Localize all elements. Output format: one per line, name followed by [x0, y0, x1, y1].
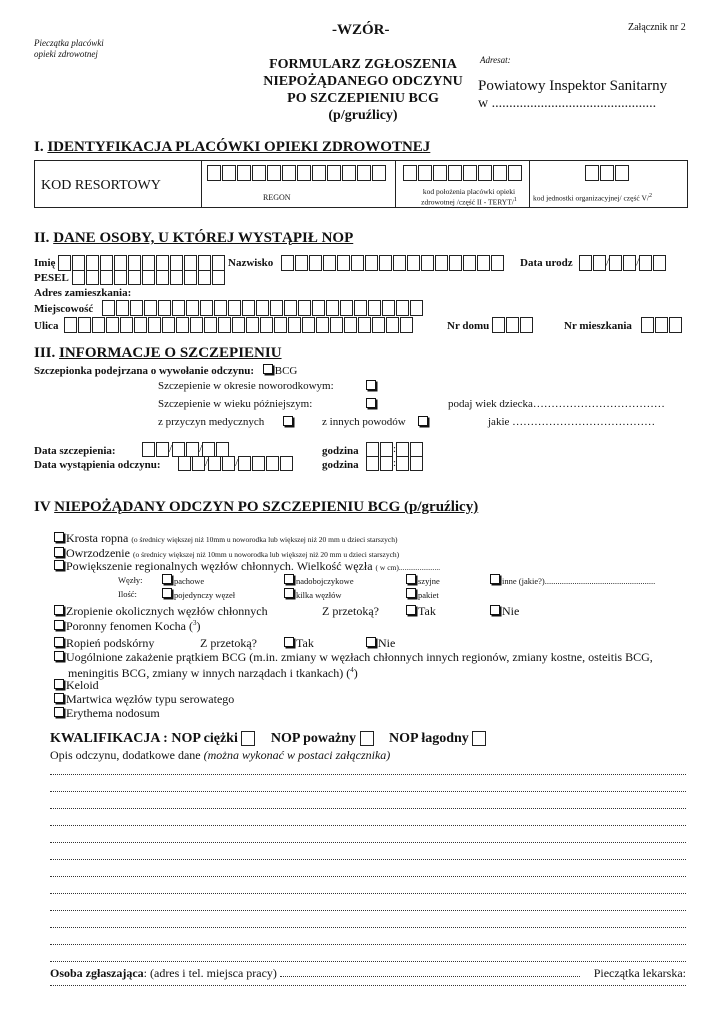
teryt-boxes[interactable]: [403, 165, 522, 181]
erythema-label: Erythema nodosum: [66, 706, 160, 720]
zropienie-tak-option[interactable]: [406, 604, 436, 619]
martwica-item[interactable]: [54, 692, 234, 707]
ropien-item[interactable]: [54, 636, 154, 651]
nr-domu-boxes[interactable]: [492, 317, 533, 333]
godzina-szczep-label: godzina: [322, 445, 359, 457]
owrzodzenie-checkbox[interactable]: [54, 547, 64, 557]
opis-line-1[interactable]: [50, 774, 686, 775]
wiek-field[interactable]: podaj wiek dziecka………………………………: [448, 398, 665, 410]
stamp-line-1: Pieczątka placówki: [34, 38, 104, 48]
pozniejszym-checkbox[interactable]: [366, 398, 376, 408]
pozniejszym-label: Szczepienie w wieku późniejszym:: [158, 398, 313, 410]
uogolnione-line-1: Uogólnione zakażenie prątkiem BCG (m.in. zmiany w węzłach chłonnych innych regionów, zmiany kostne, osteitis BCG,: [66, 650, 653, 664]
title-line-1: FORMULARZ ZGŁOSZENIA: [269, 57, 457, 72]
erythema-item[interactable]: [54, 706, 160, 721]
nadobojczykowe-label: nadobojczykowe: [296, 576, 354, 586]
nazwisko-label: Nazwisko: [228, 257, 274, 269]
annex-label: Załącznik nr 2: [628, 22, 686, 33]
section-2-heading: DANE OSOBY, U KTÓREJ WYSTĄPIŁ NOP: [53, 230, 354, 246]
opis-line-5[interactable]: [50, 842, 686, 843]
pachowe-checkbox[interactable]: [162, 574, 172, 584]
pachowe-label: pachowe: [174, 576, 205, 586]
opis-line-11[interactable]: [50, 944, 686, 945]
ropien-przetoka-label: Z przetoką?: [200, 636, 257, 650]
jednostka-label: [533, 193, 652, 203]
opis-label: [50, 748, 390, 763]
erythema-checkbox[interactable]: [54, 707, 64, 717]
section-3-title: [34, 345, 282, 362]
jednostka-footnote: 2: [648, 193, 652, 199]
section-2-title: [34, 230, 353, 247]
nop-lagodny-label: NOP łagodny: [389, 731, 469, 746]
medycznych-checkbox[interactable]: [283, 416, 293, 426]
pesel-label: PESEL: [34, 272, 69, 284]
pakiet-checkbox[interactable]: [406, 588, 416, 598]
godzina-wyst-label: godzina: [322, 459, 359, 471]
stamp-label: [34, 38, 104, 60]
owrzodzenie-label: Owrzodzenie: [66, 546, 130, 560]
uogolnione-checkbox[interactable]: [54, 651, 64, 661]
bcg-label: BCG: [274, 365, 298, 377]
uogolnione-line-2: meningitis BCG, zmiany w innych narządach i tkankach) (: [68, 666, 351, 680]
pesel-boxes[interactable]: [72, 270, 225, 285]
uogolnione-footnote: 4: [350, 666, 354, 674]
zropienie-tak-label: Tak: [418, 604, 436, 618]
stamp-line-2: opieki zdrowotnej: [34, 49, 98, 59]
data-urodz-label: Data urodz: [520, 257, 573, 269]
keloid-checkbox[interactable]: [54, 679, 64, 689]
zropienie-nie-checkbox[interactable]: [490, 605, 500, 615]
opis-line-7[interactable]: [50, 876, 686, 877]
teryt-line-1: kod położenia placówki opieki: [422, 187, 516, 196]
ropien-nie-checkbox[interactable]: [366, 637, 376, 647]
nadobojczykowe-option[interactable]: [284, 574, 354, 586]
title-line-3: PO SZCZEPIENIU BCG: [287, 91, 439, 106]
opis-line-6[interactable]: [50, 859, 686, 860]
wzor-label: -WZÓR-: [332, 22, 390, 38]
godzina-wyst-boxes[interactable]: :: [366, 456, 423, 471]
form-title: [250, 56, 476, 124]
osoba-line[interactable]: [50, 985, 686, 986]
section-2-number: II.: [34, 230, 50, 246]
section-3-heading: INFORMACJE O SZCZEPIENIU: [59, 345, 282, 361]
zropienie-nie-option[interactable]: [490, 604, 519, 619]
szczepionka-row: [34, 364, 297, 377]
krosta-label: Krosta ropna: [66, 531, 129, 545]
szyjne-option[interactable]: [406, 574, 440, 586]
opis-line-8[interactable]: [50, 893, 686, 894]
miejscowosc-boxes[interactable]: [102, 300, 423, 316]
section-4-title: [34, 499, 478, 516]
section-3-number: III.: [34, 345, 56, 361]
addressee-city-field[interactable]: w ...............................................: [478, 96, 657, 111]
jakie-field[interactable]: jakie …………………………………: [488, 416, 656, 428]
pachowe-option[interactable]: [162, 574, 204, 586]
nop-powazny-checkbox[interactable]: [360, 731, 374, 746]
krosta-item[interactable]: [54, 531, 398, 546]
pojedynczy-checkbox[interactable]: [162, 588, 172, 598]
wezly-label: Węzły:: [118, 575, 143, 585]
opis-line-9[interactable]: [50, 910, 686, 911]
ropien-tak-checkbox[interactable]: [284, 637, 294, 647]
owrzodzenie-note: (o średnicy większej niż 10mm u noworodka lub większej niż 20 mm u dzieci starszych): [132, 550, 400, 559]
osoba-label: Osoba zgłaszająca: [50, 966, 144, 980]
nr-mieszkania-label: Nr mieszkania: [564, 320, 632, 332]
zropienie-nie-label: Nie: [502, 604, 520, 618]
nop-lagodny-checkbox[interactable]: [472, 731, 486, 746]
kilka-checkbox[interactable]: [284, 588, 294, 598]
ropien-tak-option[interactable]: [284, 636, 314, 651]
section-4-heading: NIEPOŻĄDANY ODCZYN PO SZCZEPIENIU BCG (p/gruźlicy): [54, 499, 479, 515]
martwica-label: Martwica węzłów typu serowatego: [66, 692, 235, 706]
opis-line-12[interactable]: [50, 961, 686, 962]
section-1-number: I.: [34, 139, 44, 155]
koch-checkbox[interactable]: [54, 620, 64, 630]
nr-mieszkania-boxes[interactable]: [641, 317, 682, 333]
inne-option[interactable]: [490, 574, 655, 586]
innych-checkbox[interactable]: [418, 416, 428, 426]
bcg-checkbox[interactable]: [263, 364, 273, 374]
section-4-number: IV: [34, 499, 51, 515]
kilka-label: kilka węzłów: [296, 590, 342, 600]
pojedynczy-label: pojedynczy węzeł: [174, 590, 236, 600]
zropienie-przetoka-label: Z przetoką?: [322, 604, 379, 618]
pakiet-label: pakiet: [418, 590, 439, 600]
martwica-checkbox[interactable]: [54, 693, 64, 703]
zropienie-tak-checkbox[interactable]: [406, 605, 416, 615]
noworodkowym-checkbox[interactable]: [366, 380, 376, 390]
nazwisko-boxes[interactable]: [281, 255, 504, 271]
pojedynczy-option[interactable]: [162, 588, 235, 600]
nadobojczykowe-checkbox[interactable]: [284, 574, 294, 584]
section-1-heading: IDENTYFIKACJA PLACÓWKI OPIEKI ZDROWOTNEJ: [47, 139, 431, 155]
teryt-footnote: 1: [513, 197, 517, 203]
data-urodz-boxes[interactable]: / /: [579, 255, 666, 271]
regon-label: REGON: [263, 193, 291, 202]
powiekszenie-label: Powiększenie regionalnych węzłów chłonnych. Wielkość węzła: [66, 559, 373, 573]
pakiet-option[interactable]: [406, 588, 439, 600]
nop-ciezki-label: NOP ciężki: [171, 731, 238, 746]
ulica-boxes[interactable]: [64, 317, 413, 333]
osoba-row: [50, 966, 686, 981]
ilosc-label: Ilość:: [118, 589, 137, 599]
kwalifikacja-label: KWALIFIKACJA :: [50, 731, 168, 746]
godzina-szczep-boxes[interactable]: :: [366, 442, 423, 457]
koch-footnote: 3: [192, 619, 197, 627]
kod-divider-1: [201, 161, 202, 207]
regon-boxes[interactable]: [207, 165, 386, 181]
section-1-title: [34, 139, 430, 156]
krosta-note: (o średnicy większej niż 10mm u noworodka lub większej niż 20 mm u dzieci starszych): [131, 535, 398, 544]
inne-label: inne (jakie?)....................................................: [502, 576, 656, 586]
kod-resortowy-table: [34, 160, 688, 208]
opis-italic-note: (można wykonać w postaci załącznika): [203, 748, 391, 762]
ropien-nie-label: Nie: [378, 636, 396, 650]
adres-label: Adres zamieszkania:: [34, 287, 132, 299]
data-wyst-label: Data wystąpienia odczynu:: [34, 459, 161, 471]
zropienie-label: Zropienie okolicznych węzłów chłonnych: [66, 604, 268, 618]
nr-domu-label: Nr domu: [447, 320, 490, 332]
opis-line-4[interactable]: [50, 825, 686, 826]
ropien-checkbox[interactable]: [54, 637, 64, 647]
miejscowosc-label: Miejscowość: [34, 303, 94, 315]
imie-boxes[interactable]: [58, 255, 225, 271]
opis-line-3[interactable]: [50, 808, 686, 809]
koch-label: Poronny fenomen Kocha (: [66, 619, 193, 633]
ropien-label: Ropień podskórny: [66, 636, 155, 650]
wielkosc-field[interactable]: ( w cm)......................: [375, 563, 441, 572]
data-szczep-boxes[interactable]: / /: [142, 442, 229, 457]
addressee-name: Powiatowy Inspektor Sanitarny: [478, 78, 668, 94]
osoba-field[interactable]: [280, 976, 580, 977]
ropien-tak-label: Tak: [296, 636, 314, 650]
szyjne-label: szyjne: [418, 576, 440, 586]
zropienie-checkbox[interactable]: [54, 605, 64, 615]
keloid-item[interactable]: [54, 678, 99, 693]
inne-checkbox[interactable]: [490, 574, 500, 584]
powiekszenie-item[interactable]: [54, 559, 440, 574]
uogolnione-item[interactable]: Uogólnione zakażenie prątkiem BCG (m.in. zmiany w węzłach chłonnych innych regionów, zmiany kostne, osteitis BCG, meningitis BCG, zmiany w innych narządach i tkankach) ($^4$): [54, 651, 653, 680]
zropienie-item[interactable]: [54, 604, 268, 619]
keloid-label: Keloid: [66, 678, 99, 692]
osoba-rest: : (adres i tel. miejsca pracy): [143, 966, 277, 980]
teryt-line-2: zdrowotnej /część II - TERYT/: [421, 197, 514, 207]
innych-label: z innych powodów: [322, 416, 406, 428]
opis-line-10[interactable]: [50, 927, 686, 928]
noworodkowym-label: Szczepienie w okresie noworodkowym:: [158, 380, 334, 392]
powiekszenie-checkbox[interactable]: [54, 560, 64, 570]
data-szczep-label: Data szczepienia:: [34, 445, 116, 457]
kod-resortowy-label: KOD RESORTOWY: [41, 178, 161, 193]
medycznych-label: z przyczyn medycznych: [158, 416, 265, 428]
ulica-label: Ulica: [34, 320, 59, 332]
kwalifikacja-row: [50, 731, 486, 747]
krosta-checkbox[interactable]: [54, 532, 64, 542]
jednostka-text: kod jednostki organizacyjnej/ część V/: [533, 193, 649, 203]
addressee-label: Adresat:: [480, 55, 511, 65]
jednostka-boxes[interactable]: [585, 165, 629, 181]
title-line-2: NIEPOŻĄDANEGO ODCZYNU: [263, 74, 463, 89]
ropien-nie-option[interactable]: [366, 636, 395, 651]
koch-item[interactable]: Poronny fenomen Kocha ($^3$): [54, 619, 200, 634]
opis-text: Opis odczynu, dodatkowe dane: [50, 748, 201, 762]
szczepionka-label: Szczepionka podejrzana o wywołanie odczynu:: [34, 365, 254, 377]
imie-label: Imię: [34, 257, 56, 269]
opis-line-2[interactable]: [50, 791, 686, 792]
data-wyst-boxes[interactable]: / /: [178, 456, 293, 471]
pieczatka-label: Pieczątka lekarska:: [593, 966, 686, 980]
title-line-4: (p/gruźlicy): [328, 108, 398, 123]
nop-ciezki-checkbox[interactable]: [241, 731, 255, 746]
kilka-option[interactable]: [284, 588, 342, 600]
nop-powazny-label: NOP poważny: [270, 731, 357, 746]
szyjne-checkbox[interactable]: [406, 574, 416, 584]
